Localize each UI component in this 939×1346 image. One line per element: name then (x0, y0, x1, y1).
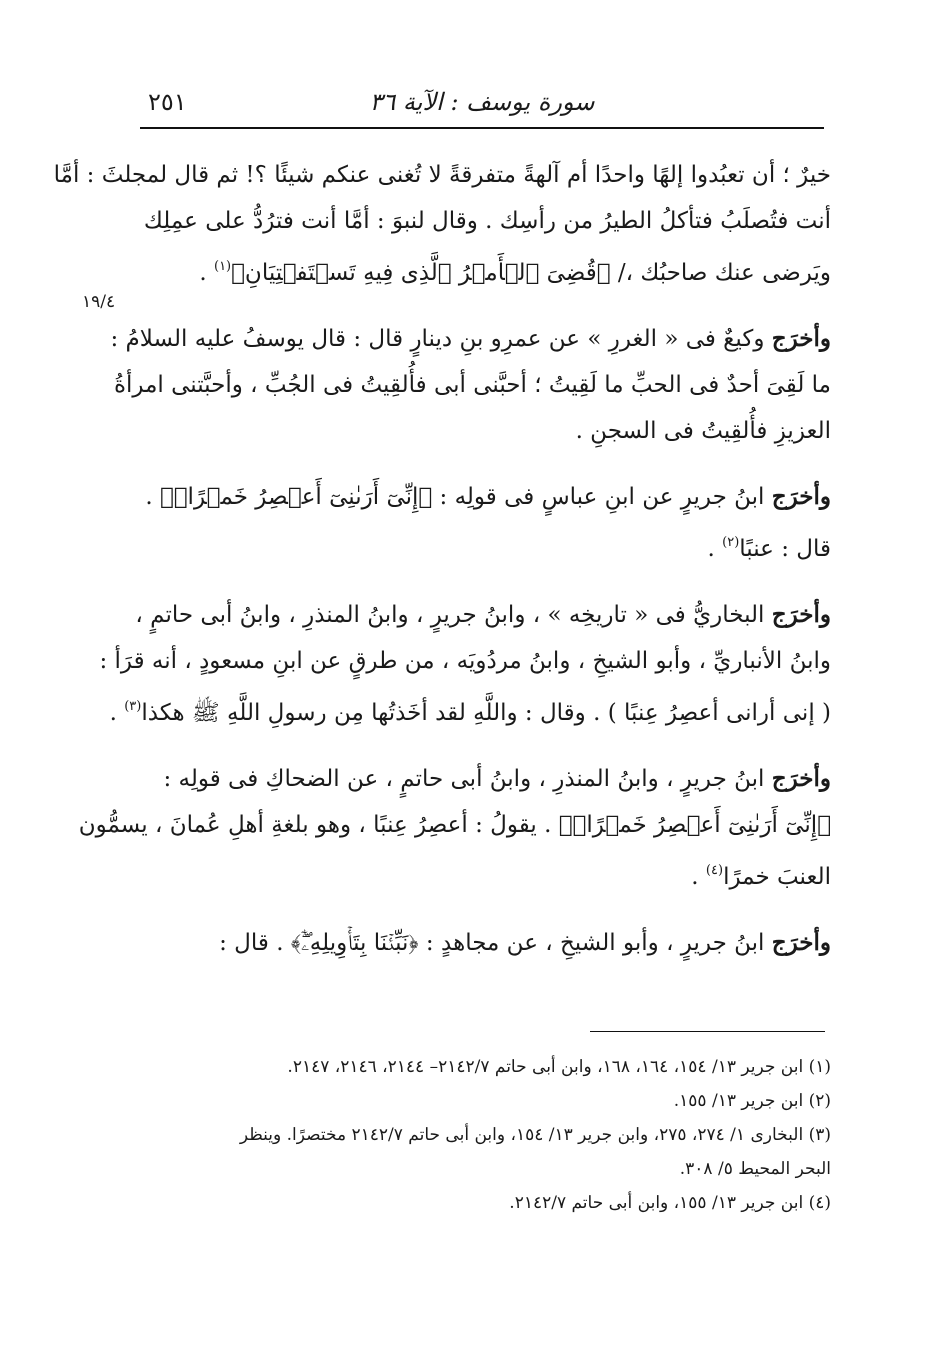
line-text: . (691, 864, 706, 890)
text-line (99, 638, 831, 684)
text-line (130, 756, 831, 802)
paragraph (110, 316, 831, 454)
footnote-rule (590, 1031, 825, 1032)
paragraph (99, 592, 831, 736)
text-line (109, 684, 831, 736)
line-text: وكيعٌ فى « الغررِ » عن عمرِو بنِ دينارٍ قال : قال يوسفُ عليه السلامُ : (110, 326, 772, 352)
footnote-line: (٢) ابن جرير ١٣/ ١٥٥. (673, 1091, 831, 1111)
lead-word: وأخرَج (771, 765, 831, 792)
quran-quote: ﴿نَبِّئۡنَا بِتَأۡوِيلِهِۦٓۖ﴾ (290, 930, 419, 956)
quran-quote: ﴿إِنِّىٓ أَرَىٰنِىٓ أَعۡصِرُ خَمۡرًاۖ﴾ (558, 812, 831, 838)
quran-quote: ﴿قُضِىَ ٱلۡأَمۡرُ ٱلَّذِى فِيهِ تَسۡتَفۡتِيَانِ﴾ (231, 260, 611, 286)
line-text: . يقولُ : أعصِرُ عِنبًا ، وهو بلغةِ أهلِ عُمانَ ، يسمُّون (78, 812, 559, 838)
text-line (113, 362, 831, 408)
line-text: ما لَقِىَ أحدٌ فى الحبِّ ما لَقِيتُ ؛ أحبَّنى أبى فأُلقِيتُ فى الجُبِّ ، وأحبَّتنى امرأةُ (113, 372, 831, 398)
text-line (130, 848, 831, 900)
line-text: . (145, 484, 160, 510)
line-text: خيرٌ ؛ أن تعبُدوا إلهًا واحدًا أم آلهةً متفرقةً لا تُغنى عنكم شيئًا ؟! ثم قال لمجلثَ : أمَّا (53, 162, 831, 188)
line-text: وابنُ الأنباريِّ ، وأبو الشيخِ ، وابنُ مردُويَه ، من طرقٍ عن ابنِ مسعودٍ ، أنه قرَأ : (99, 648, 831, 674)
line-text: ابنُ جريرٍ ، وأبو الشيخِ ، عن مجاهدٍ : (418, 930, 772, 956)
page-number: ٢٥١ (148, 88, 187, 116)
text-line (130, 198, 831, 244)
text-line (130, 244, 831, 296)
line-text: البخاريُّ فى « تاريخِه » ، وابنُ جريرٍ ، وابنُ المنذرِ ، وابنُ أبى حاتمٍ ، (135, 602, 772, 628)
line-text: ابنُ جريرٍ ، وابنُ المنذرِ ، وابنُ أبى حاتمٍ ، عن الضحاكِ فى قولِه : (163, 766, 772, 792)
paragraph (78, 756, 831, 900)
page-header (140, 82, 824, 126)
line-text: أنت فتُصلَبُ فتأكلُ الطيرُ من رأسِك . وقال لنبوَ : أمَّا أنت فترُدُّ على عمِلِك (143, 208, 831, 234)
text-line (130, 408, 831, 454)
lead-word: وأخرَج (771, 601, 831, 628)
lead-word: وأخرَج (771, 929, 831, 956)
line-text: قال : عنبًا (739, 536, 831, 562)
footnote-marker: (٢) (722, 535, 740, 550)
line-text: . (199, 260, 214, 286)
paragraph (130, 920, 831, 966)
text-line (53, 152, 831, 198)
footnote-marker: (١) (213, 259, 232, 274)
footnote-line: (٣) البخارى ١/ ٢٧٤، ٢٧٥، وابن جرير ١٣/ ١٥٤، وابن أبى حاتم ٢١٤٢/٧ مختصرًا. وينظر (239, 1125, 831, 1145)
footnote-marker: (٤) (705, 863, 724, 878)
line-text: العنبَ خمرًا (723, 864, 831, 890)
footnote-line: (١) ابن جرير ١٣/ ١٥٤، ١٦٤، ١٦٨، وابن أبى حاتم ٢١٤٢/٧– ٢١٤٤، ٢١٤٦، ٢١٤٧. (287, 1057, 831, 1077)
paragraph (53, 152, 831, 296)
lead-word: وأخرَج (771, 325, 831, 352)
line-text: ( إنى أرانى أعصِرُ عِنبًا ) . وقال : واللَّهِ لقد أخَذتُها مِن رسولِ اللَّهِ ﷺ هكذا (141, 700, 831, 726)
text-line (130, 474, 831, 520)
line-text: . (109, 700, 125, 726)
text-line (78, 802, 831, 848)
lead-word: وأخرَج (771, 483, 831, 510)
footnote-marker: (٣) (124, 699, 142, 714)
line-text: ابنُ جريرٍ عن ابنِ عباسٍ فى قولِه : (432, 484, 772, 510)
line-text: العزيزِ فأُلقِيتُ فى السجنِ . (575, 418, 831, 444)
line-text: ويَرضى عنك صاحبُك ،/ (610, 260, 831, 286)
text-line (130, 592, 831, 638)
footnote-line: (٤) ابن جرير ١٣/ ١٥٥، وابن أبى حاتم ٢١٤٢/٧. (509, 1193, 831, 1213)
text-line (110, 316, 831, 362)
footnotes (130, 1050, 831, 1220)
margin-reference: ١٩/٤ (82, 292, 116, 312)
running-title: سورة يوسف : الآية ٣٦ (369, 88, 595, 116)
line-text: . قال : (219, 930, 291, 956)
text-line (130, 520, 831, 572)
quran-quote: ﴿إِنِّىٓ أَرَىٰنِىٓ أَعۡصِرُ خَمۡرًاۖ﴾ (159, 484, 433, 510)
line-text: . (707, 536, 723, 562)
text-line (130, 920, 831, 966)
paragraph (130, 474, 831, 572)
header-rule (140, 127, 824, 129)
footnote-line: البحر المحيط ٥/ ٣٠٨. (679, 1159, 831, 1179)
